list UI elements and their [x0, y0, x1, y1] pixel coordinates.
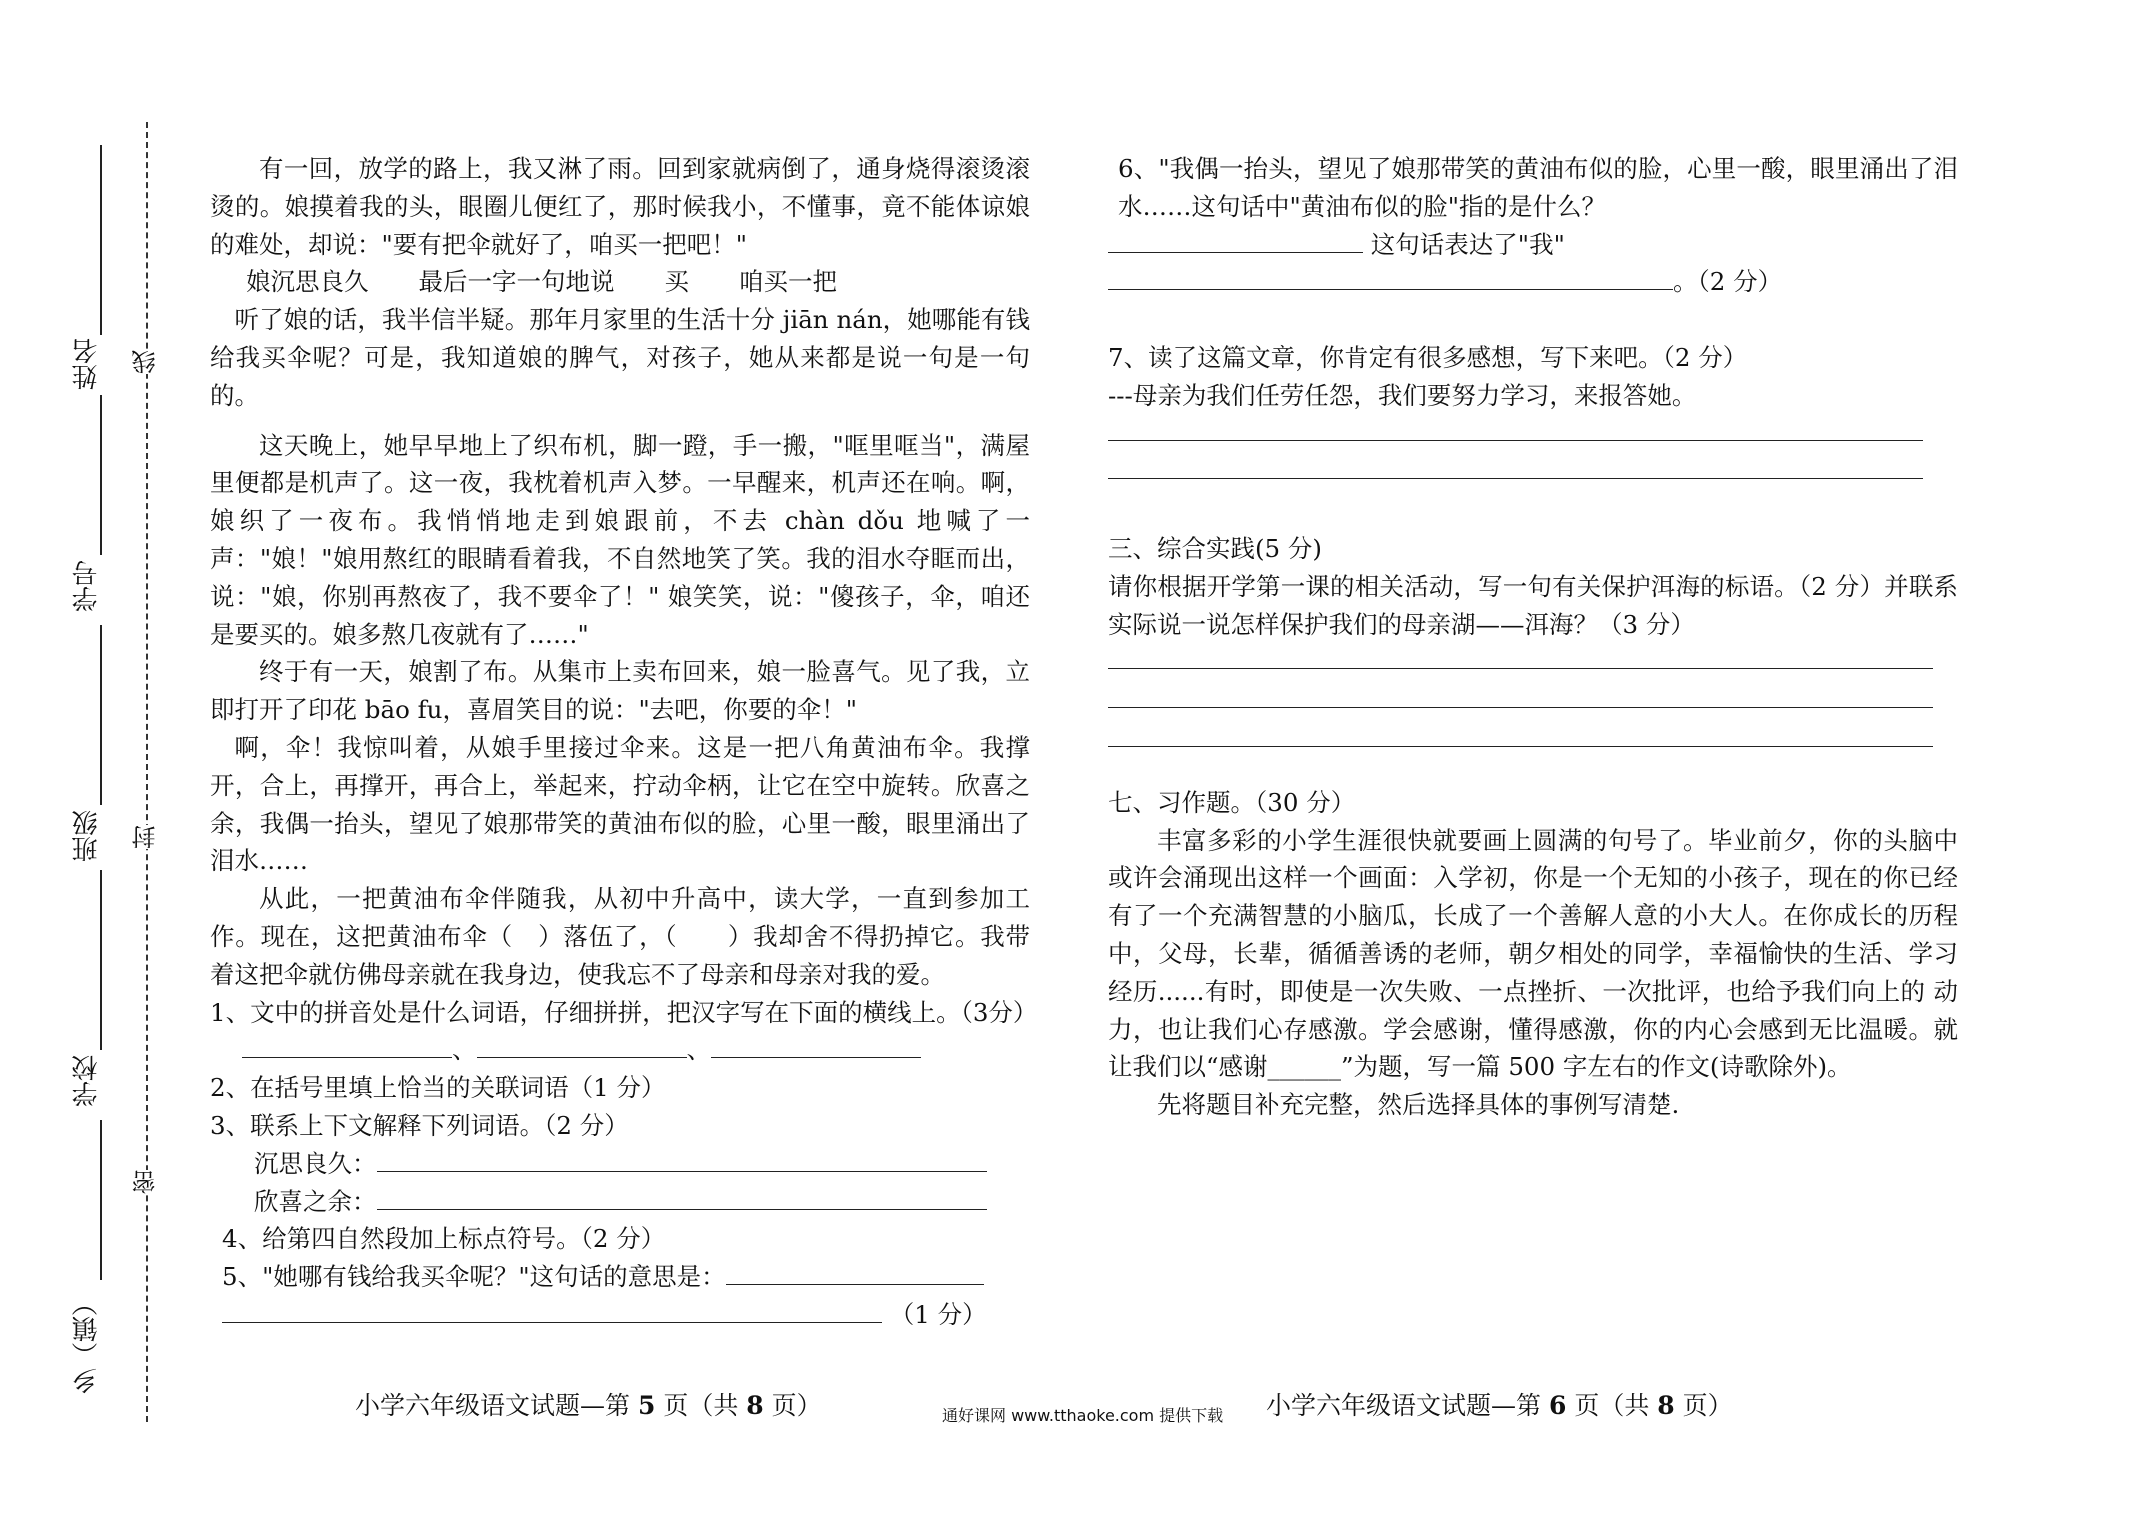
term-row — [210, 1145, 1030, 1183]
class-write-line — [100, 625, 102, 805]
name-write-line — [100, 145, 102, 335]
town-label: 乡（镇） — [72, 1290, 102, 1394]
left-column — [210, 150, 1038, 1334]
name-label: 姓名 — [72, 338, 102, 390]
answer-line[interactable] — [1108, 453, 1923, 479]
reading-paragraph: 从此，一把黄油布伞伴随我，从初中升高中，读大学，一直到参加工作。现在，这把黄油布伞（ ）落伍了，（ ）我却舍不得扔掉它。我带着这把伞就仿佛母亲就在我身边，使我忘不了母亲和母亲对我的爱。 — [210, 884, 1030, 989]
page-footer-left: 小学六年级语文试题—第 5 页（共 8 页） — [355, 1391, 822, 1420]
answer-line[interactable] — [1108, 682, 1933, 708]
page-total: 8 — [1657, 1391, 1675, 1420]
option-text: 最后一字一句地说 — [418, 267, 615, 297]
question-6-answer-row-2 — [1108, 263, 1958, 301]
option-row — [210, 263, 1030, 301]
question-6-mid: 这句话表达了"我" — [1370, 229, 1565, 259]
reading-paragraph: 听了娘的话，我半信半疑。那年月家里的生活十分 jiān nán，她哪能有钱给我买伞呢？可是，我知道娘的脾气，对孩子，她从来都是说一句是一句的。 — [210, 305, 1030, 410]
answer-line[interactable] — [1108, 721, 1933, 747]
page-footer-right: 小学六年级语文试题—第 6 页（共 8 页） — [1266, 1391, 1733, 1420]
section-3-title: 三、综合实践(5 分) — [1108, 533, 1322, 563]
question-6-score: 。（2 分） — [1673, 267, 1783, 297]
question-6: 6、"我偶一抬头，望见了娘那带笑的黄油布似的脸，心里一酸，眼里涌出了泪水……这句话中"黄油布似的脸"指的是什么？ — [1118, 154, 1958, 221]
binding-margin — [0, 0, 160, 1518]
question-6-answer-row — [1108, 226, 1958, 264]
option-text: 咱买一把 — [739, 267, 837, 297]
question-1: 1、文中的拼音处是什么词语，仔细拼拼，把汉字写在下面的横线上。（3分） — [210, 997, 1038, 1027]
reading-paragraph: 有一回，放学的路上，我又淋了雨。回到家就病倒了，通身烧得滚烫滚烫的。娘摸着我的头，眼圈儿便红了，那时候我小，不懂事，竟不能体谅娘的难处，却说："要有把伞就好了，咱买一把吧！" — [210, 154, 1030, 259]
term-label: 沉思良久： — [254, 1148, 377, 1178]
cut-dashed-line — [146, 122, 148, 1422]
answer-line[interactable] — [1108, 415, 1923, 441]
question-7-answer: ---母亲为我们任劳任怨，我们要努力学习，来报答她。 — [1108, 380, 1697, 410]
page-number: 5 — [637, 1391, 656, 1420]
option-text: 买 — [664, 267, 689, 297]
section-7-title: 七、习作题。（30 分） — [1108, 787, 1356, 817]
answer-blank[interactable] — [242, 1033, 452, 1058]
question-5: 5、"她哪有钱给我买伞呢？"这句话的意思是： — [222, 1262, 726, 1292]
answer-blank[interactable] — [477, 1033, 687, 1058]
question-7: 7、读了这篇文章，你肯定有很多感想，写下来吧。（2 分） — [1108, 342, 1748, 372]
class-label: 班级 — [72, 810, 102, 862]
term-label: 欣喜之余： — [254, 1186, 377, 1216]
answer-blank[interactable] — [1108, 265, 1673, 290]
term-row — [210, 1183, 1030, 1221]
question-1-answer-row: 、 、 — [210, 1031, 1030, 1069]
reading-paragraph: 终于有一天，娘割了布。从集市上卖布回来，娘一脸喜气。见了我，立即打开了印花 bāo fu，喜眉笑目的说："去吧，你要的伞！" — [210, 657, 1030, 725]
option-text: 娘沉思良久 — [246, 267, 369, 297]
town-write-line — [100, 1120, 102, 1280]
answer-blank[interactable] — [1108, 228, 1363, 253]
section-3-text: 请你根据开学第一课的相关活动，写一句有关保护洱海的标语。（2 分）并联系实际说一说怎样保护我们的母亲湖——洱海？（3 分） — [1108, 571, 1958, 639]
answer-line[interactable] — [1108, 643, 1933, 669]
question-3: 3、联系上下文解释下列词语。（2 分） — [210, 1110, 629, 1140]
answer-blank[interactable] — [222, 1298, 882, 1323]
student-id-label: 学号 — [72, 560, 102, 612]
question-5-score: （1 分） — [889, 1299, 987, 1329]
right-column — [1108, 150, 1958, 1124]
reading-paragraph: 啊，伞！我惊叫着，从娘手里接过伞来。这是一把八角黄油布伞。我撑开，合上，再撑开，再合上，举起来，拧动伞柄，让它在空中旋转。欣喜之余，我偶一抬头，望见了娘那带笑的黄油布似的脸，心里一酸，眼里涌出了泪水…… — [210, 732, 1030, 876]
download-source-note: 通好课网 www.tthaoke.com 提供下载 — [942, 1406, 1224, 1425]
answer-blank[interactable] — [377, 1185, 987, 1210]
school-label: 学校 — [72, 1055, 102, 1107]
cut-char-feng: 封 — [128, 825, 164, 849]
composition-instruction: 先将题目补充完整，然后选择具体的事例写清楚. — [1157, 1090, 1680, 1120]
cut-char-xian: 线 — [128, 350, 164, 374]
answer-blank[interactable] — [377, 1147, 987, 1172]
cut-char-mi: 密 — [128, 1170, 164, 1194]
page-total: 8 — [746, 1391, 764, 1420]
school-write-line — [100, 870, 102, 1050]
answer-blank[interactable] — [726, 1260, 984, 1285]
answer-blank[interactable] — [711, 1033, 921, 1058]
question-5-row — [210, 1258, 1030, 1296]
reading-paragraph: 这天晚上，她早早地上了织布机，脚一蹬，手一搬，"哐里哐当"，满屋里便都是机声了。这一夜，我枕着机声入梦。一早醒来，机声还在响。啊，娘织了一夜布。我悄悄地走到娘跟前，不去 chàn dǒu 地喊了一声："娘！"娘用熬红的眼睛看着我，不自然地笑了笑。我的泪水夺眶而出，说："娘，你别再熬夜了，我不要伞了！" 娘笑笑，说："傻孩子，伞，咱还是要买的。娘多熬几夜就有了……" — [210, 430, 1030, 649]
composition-prompt: 丰富多彩的小学生涯很快就要画上圆满的句号了。毕业前夕，你的头脑中或许会涌现出这样一个画面：入学初，你是一个无知的小孩子，现在的你已经有了一个充满智慧的小脑瓜，长成了一个善解人意的小大人。在你成长的历程中，父母，长辈，循循善诱的老师，朝夕相处的同学，幸福愉快的生活、学习经历......有时，即使是一次失败、一点挫折、一次批评，也给予我们向上的 动力，也让我们心存感激。学会感谢，懂得感激，你的内心会感到无比温暖。就让我们以“感谢______”为题，写一篇 500 字左右的作文(诗歌除外)。 — [1108, 825, 1958, 1082]
question-4: 4、给第四自然段加上标点符号。（2 分） — [222, 1224, 666, 1254]
student-id-write-line — [100, 395, 102, 555]
question-5-continuation — [210, 1296, 1030, 1334]
page-number: 6 — [1548, 1391, 1567, 1420]
question-2: 2、在括号里填上恰当的关联词语（1 分） — [210, 1073, 666, 1103]
